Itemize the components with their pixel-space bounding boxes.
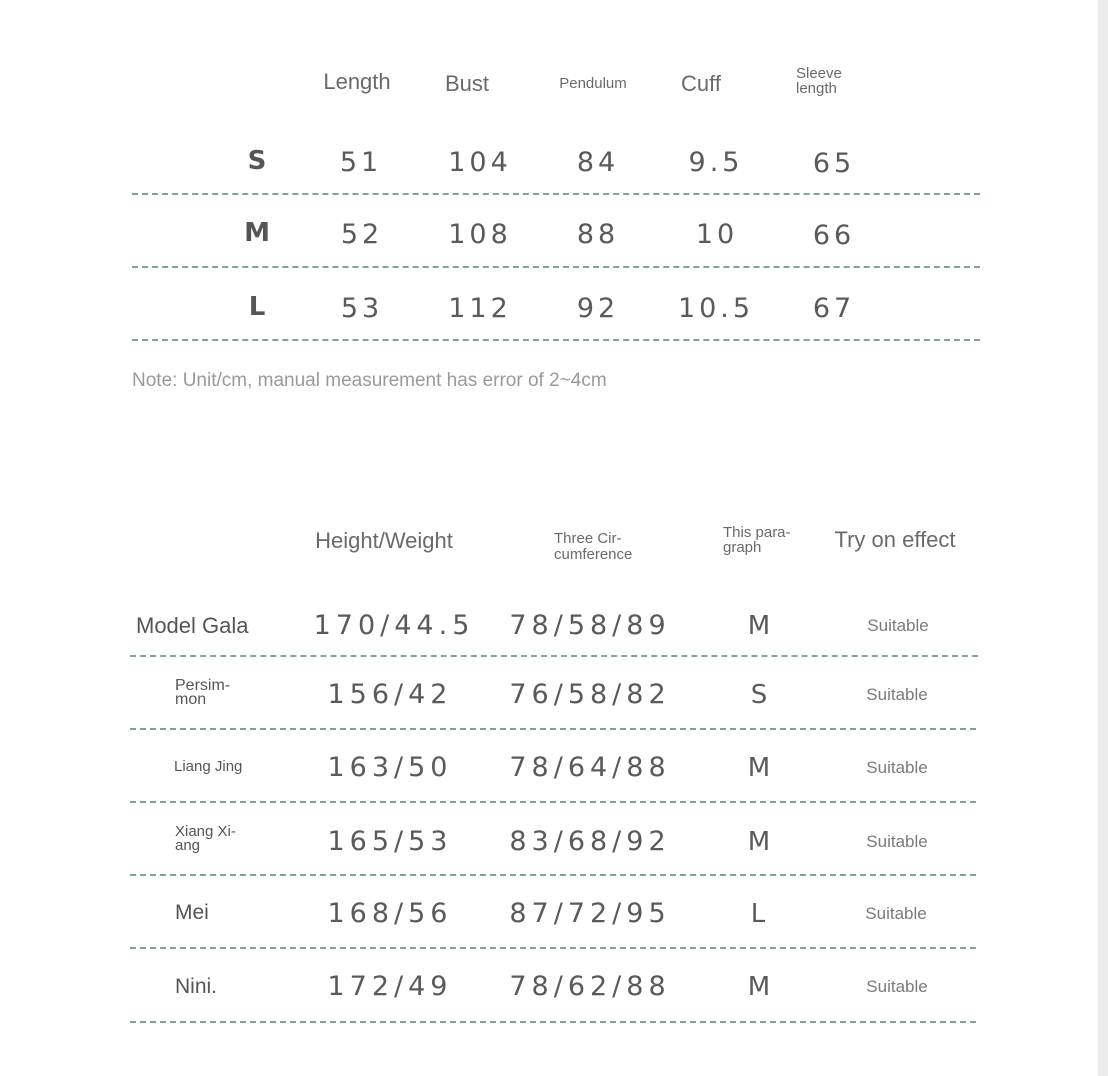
cell-m-cuff: 10 — [695, 219, 739, 250]
cell-m-sleeve: 66 — [812, 220, 856, 251]
cell-s-cuff: 9.5 — [688, 147, 744, 178]
header-three-line2: cumference — [554, 546, 633, 563]
cell-persimmon-hw: 156/42 — [327, 679, 453, 710]
cell-s-length: 51 — [339, 147, 383, 178]
cell-gala-three: 78/58/89 — [509, 610, 671, 641]
cell-gala-hw: 170/44.5 — [313, 610, 475, 641]
header-paragraph-line1: This para- — [723, 524, 791, 541]
cell-mei-fit: Suitable — [865, 904, 927, 923]
header-height-weight: Height/Weight — [315, 528, 453, 553]
cell-l-length: 53 — [340, 293, 384, 324]
cell-l-bust: 112 — [448, 293, 512, 324]
cell-nini-three: 78/62/88 — [509, 971, 671, 1002]
cell-persimmon-fit: Suitable — [866, 685, 928, 704]
header-bust: Bust — [444, 71, 490, 96]
cell-s-sleeve: 65 — [812, 148, 856, 179]
cell-l-pendulum: 92 — [576, 293, 620, 324]
header-sleeve-line1: Sleeve — [796, 65, 842, 82]
cell-liang-three: 78/64/88 — [509, 752, 671, 783]
cell-gala-size: M — [747, 611, 771, 641]
cell-s-pendulum: 84 — [576, 147, 620, 178]
size-label-l: L — [248, 292, 266, 322]
row-divider — [132, 266, 980, 268]
cell-nini-fit: Suitable — [866, 977, 928, 996]
cell-liang-size: M — [747, 753, 771, 783]
cell-m-length: 52 — [340, 219, 384, 250]
cell-l-sleeve: 67 — [812, 293, 856, 324]
model-name-line2: ang — [175, 837, 201, 854]
size-label-s: S — [247, 146, 267, 176]
cell-mei-three: 87/72/95 — [509, 898, 671, 929]
header-sleeve-length — [796, 66, 842, 96]
header-length: Length — [323, 69, 391, 94]
header-three-circumference — [554, 531, 632, 563]
cell-xiang-size: M — [747, 827, 771, 857]
cell-nini-size: M — [747, 972, 771, 1002]
cell-m-pendulum: 88 — [576, 219, 620, 250]
row-divider — [130, 801, 976, 803]
header-cuff: Cuff — [681, 71, 721, 96]
cell-mei-hw: 168/56 — [327, 898, 453, 929]
cell-nini-hw: 172/49 — [327, 971, 453, 1002]
cell-gala-fit: Suitable — [867, 616, 929, 635]
header-sleeve-line2: length — [796, 80, 837, 97]
model-name-liang-jing: Liang Jing — [174, 758, 243, 775]
row-divider — [132, 193, 980, 195]
cell-persimmon-size: S — [750, 680, 768, 710]
row-divider — [130, 655, 978, 657]
cell-xiang-fit: Suitable — [866, 832, 928, 851]
cell-liang-hw: 163/50 — [327, 752, 453, 783]
header-this-paragraph — [723, 525, 791, 555]
cell-xiang-three: 83/68/92 — [509, 826, 671, 857]
model-name-nini: Nini. — [175, 975, 218, 998]
model-name-line1: Persim- — [175, 677, 231, 694]
row-divider — [130, 947, 976, 949]
model-name-persimmon — [175, 679, 230, 707]
row-divider — [130, 1021, 976, 1023]
row-divider — [132, 339, 980, 341]
cell-xiang-hw: 165/53 — [327, 826, 453, 857]
size-label-m: M — [244, 218, 270, 248]
model-name-mei: Mei — [175, 901, 209, 924]
model-name-gala: Model Gala — [136, 613, 249, 638]
cell-s-bust: 104 — [448, 147, 512, 178]
measurement-note: Note: Unit/cm, manual measurement has error of 2~4cm — [132, 370, 607, 391]
model-name-line1: Xiang Xi- — [175, 823, 236, 840]
cell-liang-fit: Suitable — [866, 758, 928, 777]
header-three-line1: Three Cir- — [554, 530, 622, 547]
row-divider — [130, 728, 976, 730]
cell-mei-size: L — [750, 899, 766, 929]
cell-l-cuff: 10.5 — [677, 293, 755, 324]
header-paragraph-line2: graph — [723, 539, 762, 556]
model-name-xiang-xiang — [175, 825, 236, 853]
header-pendulum: Pendulum — [559, 75, 627, 92]
page-edge — [1098, 0, 1108, 1076]
cell-m-bust: 108 — [448, 219, 512, 250]
cell-persimmon-three: 76/58/82 — [509, 679, 671, 710]
model-name-line2: mon — [175, 691, 207, 708]
header-try-on-effect: Try on effect — [834, 527, 956, 552]
row-divider — [130, 874, 976, 876]
